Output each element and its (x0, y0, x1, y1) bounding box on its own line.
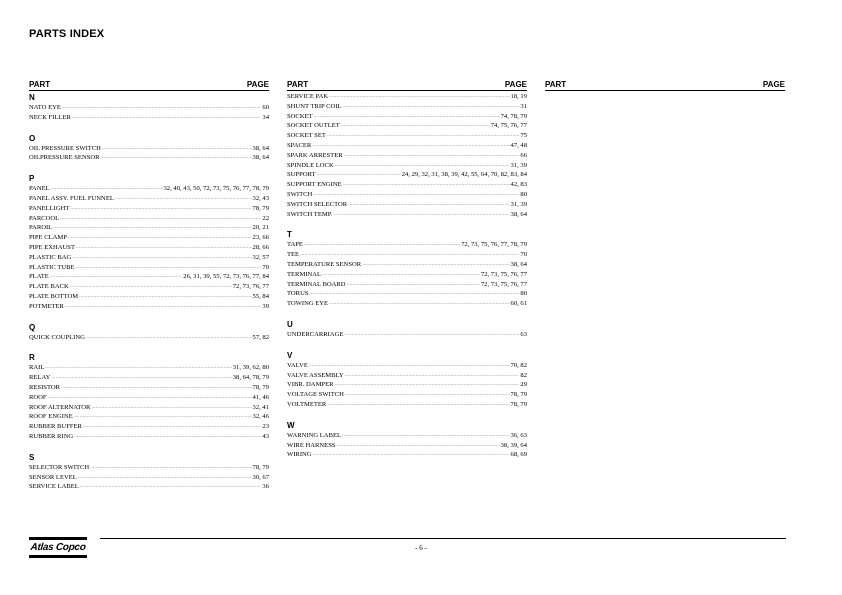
part-name: SPARK ARRESTER (287, 151, 343, 159)
index-entry (287, 431, 527, 441)
part-name: SOCKET OUTLET (287, 122, 340, 130)
page-refs: 20, 21 (252, 224, 269, 232)
column-header (287, 79, 527, 91)
dot-leader (62, 103, 261, 113)
dot-leader (337, 441, 500, 451)
index-entry (287, 210, 527, 220)
index-entry (287, 92, 527, 102)
part-name: RAIL (29, 364, 45, 372)
part-name: PLATE BACK (29, 283, 69, 291)
page-refs: 55, 84 (252, 292, 269, 300)
index-entry (29, 473, 269, 483)
index-entry (287, 180, 527, 190)
page-refs: 74, 75, 76, 77 (490, 122, 527, 130)
index-entry (29, 153, 269, 163)
part-name: SELECTOR SWITCH (29, 463, 90, 471)
page-refs: 66 (520, 151, 527, 159)
dot-leader (312, 141, 509, 151)
page-refs: 82 (520, 371, 527, 379)
part-name: RUBBER RING (29, 432, 74, 440)
part-name: SERVICE PAK (287, 93, 329, 100)
page-refs: 18, 19 (510, 93, 527, 100)
part-name: ROOF ALTERNATOR (29, 403, 91, 411)
page-refs: 23, 66 (252, 234, 269, 242)
index-entry (29, 233, 269, 243)
dot-leader (314, 112, 500, 122)
dot-leader (329, 299, 509, 309)
part-name: SWITCH (287, 190, 313, 198)
index-entry (287, 112, 527, 122)
dot-leader (51, 373, 231, 383)
index-section (29, 452, 269, 492)
dot-leader (76, 263, 262, 273)
page-refs: 72, 73, 75, 76, 77 (480, 270, 527, 278)
index-section (287, 350, 527, 410)
logo-bar-bottom (29, 555, 87, 558)
part-name: PANEL (29, 185, 50, 193)
column-sections (29, 92, 269, 492)
index-entry (29, 103, 269, 113)
dot-leader (335, 161, 510, 171)
page-refs: 78, 79 (510, 400, 527, 408)
index-entry (287, 380, 527, 390)
page-refs: 31 (520, 102, 527, 110)
section-letter: R (29, 353, 35, 363)
dot-leader (70, 204, 251, 214)
part-name: RESISTOR (29, 383, 61, 391)
part-name: VALVE ASSEMBLY (287, 371, 344, 379)
dot-leader (90, 463, 251, 473)
part-name: SENSOR LEVEL (29, 473, 77, 481)
section-letter: V (287, 350, 293, 360)
page-refs: 68, 69 (510, 451, 527, 459)
index-entry (287, 131, 527, 141)
index-section (287, 91, 527, 219)
part-name: TEE (287, 251, 300, 259)
part-name: SUPPORT ENGINE (287, 181, 342, 189)
index-entry (29, 194, 269, 204)
page-refs: 22 (262, 214, 269, 222)
dot-leader (317, 170, 401, 180)
part-name: UNDERCARRIAGE (287, 330, 344, 338)
index-entry (287, 190, 527, 200)
index-entry (29, 432, 269, 442)
page-refs: 78, 79 (252, 463, 269, 471)
page-refs: 31, 39, 62, 80 (232, 364, 269, 372)
dot-leader (344, 151, 520, 161)
part-name: PLASTIC BAG (29, 253, 72, 261)
index-section (29, 352, 269, 441)
page-refs: 38, 39, 64 (500, 441, 527, 449)
part-name: SOCKET SET (287, 132, 326, 140)
page-refs: 70 (520, 251, 527, 259)
page-refs: 38, 64 (252, 144, 269, 152)
dot-leader (304, 240, 460, 250)
page-refs: 31, 39 (510, 161, 527, 169)
index-entry (287, 270, 527, 280)
index-entry (29, 463, 269, 473)
page-refs: 80 (520, 290, 527, 298)
part-name: VALVE (287, 361, 308, 369)
dot-leader (313, 450, 510, 460)
page-refs: 28, 66 (252, 243, 269, 251)
dot-leader (76, 243, 252, 253)
dot-leader (70, 282, 232, 292)
index-entry (287, 400, 527, 410)
part-header: PART (287, 80, 309, 89)
page-title: PARTS INDEX (29, 28, 105, 40)
section-letter: P (29, 174, 35, 184)
part-name: QUICK COUPLING (29, 333, 85, 341)
index-section (287, 229, 527, 309)
index-entry (287, 260, 527, 270)
dot-leader (74, 412, 252, 422)
page-refs: 78, 79 (510, 391, 527, 399)
column-sections (287, 91, 527, 460)
index-entry (29, 412, 269, 422)
page-refs: 72, 73, 75, 76, 77 (480, 280, 527, 288)
part-name: PLATE BOTTOM (29, 292, 79, 300)
dot-leader (327, 400, 509, 410)
part-name: TEMPERATURE SENSOR (287, 260, 362, 268)
dot-leader (345, 371, 520, 381)
page-refs: 78, 79 (252, 383, 269, 391)
index-entry (29, 403, 269, 413)
index-entry (287, 121, 527, 131)
index-entry (287, 390, 527, 400)
section-letter: Q (29, 322, 36, 332)
index-section (29, 322, 269, 343)
part-name: TERMINAL (287, 270, 322, 278)
page-refs: 26, 31, 39, 55, 72, 73, 76, 77, 84 (183, 273, 269, 281)
dot-leader (61, 383, 251, 393)
index-entry (29, 482, 269, 492)
dot-leader (327, 131, 520, 141)
part-name: TOWING EYE (287, 300, 329, 308)
page-refs: 43 (262, 432, 269, 440)
dot-leader (310, 289, 520, 299)
page-header: PAGE (246, 80, 269, 89)
dot-leader (335, 380, 520, 390)
index-entry (287, 170, 527, 180)
page-refs: 60 (262, 104, 269, 111)
dot-leader (343, 180, 510, 190)
index-entry (29, 282, 269, 292)
part-name: VIBR. DAMPER (287, 381, 334, 389)
page-refs: 70 (262, 263, 269, 271)
page-refs: 24, 29, 32, 31, 38, 39, 42, 55, 64, 70, 82, 83, 84 (401, 171, 527, 179)
part-name: WARNING LABEL (287, 431, 342, 439)
part-name: TORUS (287, 290, 309, 298)
dot-leader (313, 190, 519, 200)
part-name: PLASTIC TUBE (29, 263, 75, 271)
part-name: VOLTMETER (287, 400, 327, 408)
section-letter: O (29, 133, 36, 143)
index-section (29, 133, 269, 164)
index-entry (287, 200, 527, 210)
dot-leader (79, 292, 251, 302)
page-refs: 39 (262, 302, 269, 310)
index-section (287, 420, 527, 460)
section-letter: U (287, 319, 293, 329)
index-entry (287, 102, 527, 112)
part-name: SWITCH TEMP. (287, 210, 333, 218)
page-refs: 75 (520, 132, 527, 140)
dot-leader (45, 363, 231, 373)
part-name: ROOF (29, 393, 47, 401)
part-header: PART (29, 80, 51, 89)
dot-leader (83, 422, 261, 432)
dot-leader (72, 253, 251, 263)
part-name: PIPE EXHAUST (29, 243, 75, 251)
index-entry (29, 263, 269, 273)
page-refs: 32, 43 (252, 194, 269, 202)
index-entry (287, 330, 527, 340)
part-name: WIRING (287, 451, 312, 459)
index-entry (287, 240, 527, 250)
page-refs: 47, 48 (510, 141, 527, 149)
dot-leader (80, 482, 262, 492)
page-refs: 78, 79 (252, 204, 269, 212)
part-name: SPINDLE LOCK (287, 161, 334, 169)
index-entry (287, 441, 527, 451)
index-entry (29, 363, 269, 373)
dot-leader (322, 270, 480, 280)
section-letter: T (287, 230, 292, 240)
index-entry (29, 422, 269, 432)
part-name: PLATE (29, 273, 49, 281)
index-entry (29, 292, 269, 302)
index-entry (29, 373, 269, 383)
part-name: PIPE CLAMP (29, 234, 67, 242)
index-entry (29, 243, 269, 253)
page-refs: 32, 40, 43, 50, 72, 73, 75, 76, 77, 78, 79 (163, 185, 269, 193)
page-refs: 32, 46 (252, 413, 269, 421)
part-name: SWITCH SELECTOR (287, 200, 348, 208)
part-name: OILPRESSURE SENSOR (29, 154, 100, 162)
section-letter: W (287, 420, 295, 430)
page-refs: 32, 41 (252, 403, 269, 411)
dot-leader (48, 393, 252, 403)
index-section (29, 173, 269, 311)
dot-leader (309, 361, 510, 371)
dot-leader (342, 431, 509, 441)
column-header (29, 79, 269, 91)
page-refs: 38, 64, 78, 79 (232, 374, 269, 382)
part-name: POTMETER (29, 302, 64, 310)
dot-leader (78, 473, 252, 483)
index-entry (287, 361, 527, 371)
page-refs: 23 (262, 423, 269, 431)
index-entry (29, 272, 269, 282)
index-column-1 (29, 79, 269, 502)
part-name: RUBBER BUFFER (29, 423, 82, 431)
dot-leader (53, 223, 251, 233)
logo-text: Atlas Copco (29, 542, 87, 553)
dot-leader (91, 403, 251, 413)
page-number: - 6 - (415, 544, 427, 552)
part-header: PART (545, 80, 567, 89)
part-name: WIRE HARNESS (287, 441, 336, 449)
part-name: TAPE (287, 241, 303, 249)
page-header: PAGE (762, 80, 785, 89)
index-entry (29, 333, 269, 343)
index-entry (29, 113, 269, 123)
page-refs: 63 (520, 330, 527, 338)
dot-leader (65, 302, 262, 312)
part-name: SUPPORT (287, 171, 316, 179)
page-refs: 34 (262, 113, 269, 121)
part-name: ROOF ENGINE (29, 413, 73, 421)
part-name: OIL PRESSURE SWITCH (29, 144, 101, 152)
dot-leader (115, 194, 252, 204)
index-entry (29, 393, 269, 403)
index-entry (29, 214, 269, 224)
index-entry (29, 204, 269, 214)
part-name: SHUNT TRIP COIL (287, 102, 342, 110)
page-refs: 38, 64 (510, 260, 527, 268)
dot-leader (50, 272, 183, 282)
dot-leader (51, 184, 163, 194)
index-entry (287, 141, 527, 151)
dot-leader (60, 214, 261, 224)
page-refs: 57, 82 (252, 333, 269, 341)
dot-leader (74, 432, 261, 442)
index-entry (287, 450, 527, 460)
column-header (545, 79, 785, 91)
index-entry (287, 289, 527, 299)
part-name: NECK FILLER (29, 113, 71, 121)
dot-leader (344, 330, 519, 340)
part-name: PAROIL (29, 224, 53, 232)
page-refs: 36, 63 (510, 431, 527, 439)
part-name: PANELLIGHT (29, 204, 70, 212)
dot-leader (347, 280, 480, 290)
index-section (287, 319, 527, 340)
part-name: SOCKET (287, 112, 313, 120)
dot-leader (329, 92, 509, 102)
page-refs: 30, 67 (252, 473, 269, 481)
part-name: PANEL ASSY. FUEL FUNNEL (29, 194, 114, 202)
page-refs: 72, 73, 75, 76, 77, 78, 79 (461, 241, 527, 249)
page-refs: 70, 82 (510, 361, 527, 369)
page-refs: 38, 64 (252, 154, 269, 162)
index-entry (287, 371, 527, 381)
dot-leader (72, 113, 261, 123)
dot-leader (345, 390, 510, 400)
index-column-2 (287, 79, 527, 470)
index-entry (29, 253, 269, 263)
index-entry (287, 161, 527, 171)
dot-leader (68, 233, 252, 243)
index-entry (287, 280, 527, 290)
page-header: PAGE (504, 80, 527, 89)
section-letter: N (29, 93, 35, 102)
part-name: RELAY (29, 374, 51, 382)
page-refs: 36 (262, 483, 269, 491)
page-refs: 60, 61 (510, 300, 527, 308)
logo-bar-top (29, 537, 87, 540)
page-refs: 42, 83 (510, 181, 527, 189)
page-refs: 74, 78, 79 (500, 112, 527, 120)
page-refs: 38, 64 (510, 210, 527, 218)
part-name: NATO EYE (29, 104, 61, 111)
dot-leader (102, 144, 252, 154)
part-name: TERMINAL BOARD (287, 280, 346, 288)
page-refs: 41, 46 (252, 393, 269, 401)
index-entry (287, 151, 527, 161)
index-entry (29, 184, 269, 194)
index-section (29, 92, 269, 123)
page-refs: 80 (520, 190, 527, 198)
index-entry (29, 144, 269, 154)
page-refs: 32, 57 (252, 253, 269, 261)
dot-leader (341, 121, 490, 131)
dot-leader (86, 333, 252, 343)
part-name: SPACER (287, 141, 312, 149)
dot-leader (333, 210, 509, 220)
page-refs: 72, 73, 76, 77 (232, 283, 269, 291)
dot-leader (101, 153, 252, 163)
part-name: VOLTAGE SWITCH (287, 391, 344, 399)
part-name: SERVICE LABEL (29, 483, 79, 491)
index-entry (287, 250, 527, 260)
dot-leader (362, 260, 509, 270)
page-refs: 29 (520, 381, 527, 389)
page-refs: 31, 39 (510, 200, 527, 208)
dot-leader (300, 250, 519, 260)
index-entry (29, 383, 269, 393)
section-letter: S (29, 452, 35, 462)
dot-leader (348, 200, 509, 210)
dot-leader (342, 102, 519, 112)
footer-divider (100, 538, 786, 539)
index-entry (29, 302, 269, 312)
index-entry (287, 299, 527, 309)
index-column-3 (545, 79, 785, 91)
part-name: PARCOOL (29, 214, 60, 222)
index-entry (29, 223, 269, 233)
